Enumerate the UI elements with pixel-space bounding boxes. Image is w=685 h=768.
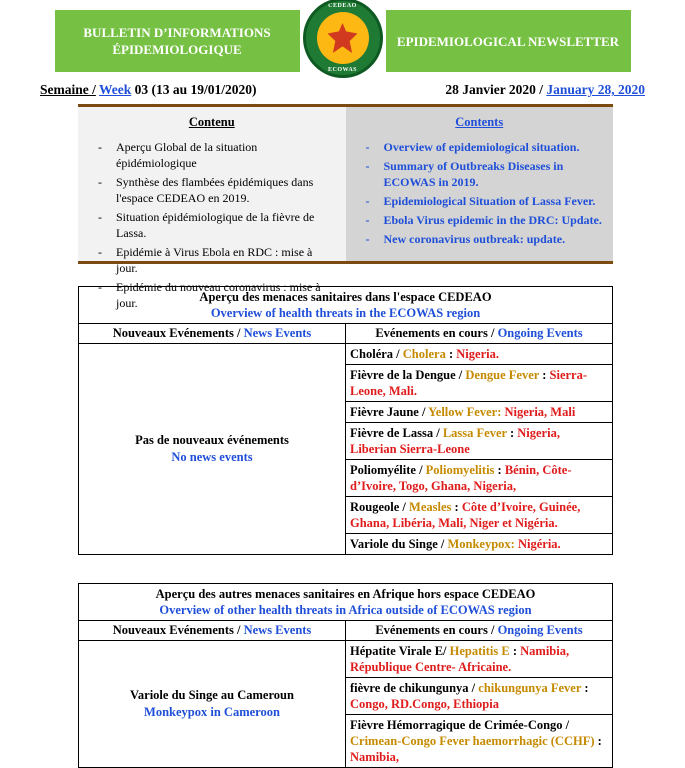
event-places: Nigeria, Liberian Sierra-Leone (350, 426, 560, 456)
table-row (346, 497, 613, 534)
event-fr: Fièvre de Lassa / (350, 426, 440, 440)
event-sep: : (597, 734, 602, 748)
table2-head-news-fr: Nouveaux Evénements / (112, 623, 241, 637)
event-en: Dengue Fever (465, 368, 540, 382)
event-places: Nigéria. (517, 537, 561, 551)
list-item: - Epidemiological Situation of Lassa Fever. (362, 193, 604, 209)
table-row (346, 365, 613, 402)
event-places: Namibia, (350, 750, 399, 764)
event-places: Nigeria, Mali (504, 405, 576, 419)
week-line (40, 82, 257, 98)
event-places: Nigeria. (456, 347, 499, 361)
event-en: Lassa Fever (442, 426, 507, 440)
list-item: - Situation épidémiologique de la fièvre de Lassa. (94, 209, 336, 241)
table2-head-news-en: News Events (243, 623, 312, 637)
contents-column-en (346, 107, 614, 261)
event-fr: Rougeole / (350, 500, 406, 514)
table2-head-events-en: Ongoing Events (497, 623, 583, 637)
date-en: January 28, 2020 (546, 82, 645, 97)
event-places: Congo, RD.Congo, Ethiopia (350, 697, 499, 711)
list-item: - Epidémie à Virus Ebola en RDC : mise à jour. (94, 244, 336, 276)
logo-top-label: CEDEAO (328, 3, 357, 9)
table-header-row (79, 324, 613, 344)
table2-news-cell (79, 641, 346, 768)
table-row (346, 641, 613, 678)
table2-title-fr: Aperçu des autres menaces sanitaires en Afrique hors espace CEDEAO (155, 587, 536, 601)
event-en: Measles (409, 500, 452, 514)
list-item: - Synthèse des flambées épidémiques dans l'espace CEDEAO en 2019. (94, 174, 336, 206)
list-item: - Aperçu Global de la situation épidémiologique (94, 139, 336, 171)
event-fr: Poliomyélite / (350, 463, 423, 477)
date-line (445, 82, 645, 98)
table1-news-fr: Pas de nouveaux événements (135, 433, 289, 447)
header-banner (22, 3, 663, 73)
dateline (40, 82, 645, 98)
table2-title-en: Overview of other health threats in Africa outside of ECOWAS region (159, 603, 532, 617)
week-label-en: Week (99, 82, 132, 97)
table-row (346, 534, 613, 555)
table1-head-events-fr: Evénements en cours / (375, 326, 495, 340)
event-en: Cholera (402, 347, 446, 361)
logo-bottom-label: ECOWAS (327, 67, 357, 73)
event-places: Côte d’Ivoire, Guinée, Ghana, Libéria, Mali, Niger et Nigéria. (350, 500, 581, 530)
table-header-row (79, 621, 613, 641)
event-sep: : (448, 347, 454, 361)
event-fr: Fièvre Jaune / (350, 405, 426, 419)
list-item: - Overview of epidemiological situation. (362, 139, 604, 155)
event-sep: : (454, 500, 459, 514)
event-fr: Fièvre de la Dengue / (350, 368, 463, 382)
event-en: Hepatitis E (449, 644, 510, 658)
table-row (346, 678, 613, 715)
contents-title-en: Contents (455, 115, 504, 129)
table-title-row (79, 584, 613, 621)
bird-icon (328, 23, 358, 53)
list-item: - Epidémie du nouveau coronavirus : mise à jour. (94, 279, 336, 311)
event-places: Namibia, République Centre- Africaine. (350, 644, 570, 674)
table-row (346, 460, 613, 497)
table-body-row (79, 344, 613, 365)
event-en: Poliomyelitis (425, 463, 495, 477)
table1-head-events-en: Ongoing Events (497, 326, 583, 340)
other-africa-threats-table-wrap (78, 583, 613, 768)
ecowas-threats-table-wrap (78, 286, 613, 555)
table1-title-en: Overview of health threats in the ECOWAS region (210, 306, 481, 320)
table-body-row (79, 641, 613, 678)
event-fr: Hépatite Virale E/ (350, 644, 447, 658)
event-places: Bénin, Côte-d’Ivoire, Togo, Ghana, Nigeria, (350, 463, 572, 493)
event-sep: : (509, 426, 515, 440)
table2-news-en: Monkeypox in Cameroon (144, 705, 280, 719)
list-item: - Summary of Outbreaks Diseases in ECOWAS in 2019. (362, 158, 604, 190)
event-fr: fièvre de chikungunya / (350, 681, 476, 695)
table1-head-news-en: News Events (243, 326, 312, 340)
newsletter-page (0, 3, 685, 764)
banner-title-en: EPIDEMIOLOGICAL NEWSLETTER (386, 10, 631, 72)
ecowas-threats-table (78, 286, 613, 555)
week-label-fr: Semaine / (40, 82, 96, 97)
table-row (346, 423, 613, 460)
table-row (346, 402, 613, 423)
week-value: 03 (13 au 19/01/2020) (134, 82, 257, 97)
table1-news-cell (79, 344, 346, 555)
event-sep: : (512, 644, 518, 658)
contents-title-fr: Contenu (188, 115, 235, 129)
table1-news-en: No news events (171, 450, 253, 464)
table2-news-fr: Variole du Singe au Cameroun (130, 688, 294, 702)
contents-list-en (352, 139, 608, 247)
event-sep: : (497, 463, 502, 477)
table1-title-fr: Aperçu des menaces sanitaires dans l'espace CEDEAO (199, 290, 492, 304)
contents-list-fr (84, 139, 340, 311)
event-en: Yellow Fever: (428, 405, 502, 419)
event-fr: Choléra / (350, 347, 400, 361)
table1-head-news-fr: Nouveaux Evénements / (112, 326, 241, 340)
event-sep: : (542, 368, 547, 382)
table2-head-events-fr: Evénements en cours / (375, 623, 495, 637)
ecowas-logo (300, 3, 386, 73)
event-en: Crimean-Congo Fever haemorrhagic (CCHF) (350, 734, 595, 748)
event-places: Sierra-Leone, Mali. (350, 368, 587, 398)
event-en: Monkeypox: (447, 537, 515, 551)
date-fr: 28 Janvier 2020 / (445, 82, 543, 97)
event-fr: Variole du Singe / (350, 537, 445, 551)
banner-title-fr: BULLETIN D’INFORMATIONS ÉPIDEMIOLOGIQUE (55, 10, 300, 72)
list-item: - Ebola Virus epidemic in the DRC: Update. (362, 212, 604, 228)
event-fr: Fièvre Hémorragique de Crimée-Congo / (350, 718, 570, 732)
event-sep: : (584, 681, 589, 695)
table-row (346, 715, 613, 768)
other-africa-threats-table (78, 583, 613, 768)
list-item: - New coronavirus outbreak: update. (362, 231, 604, 247)
event-en: chikungunya Fever (478, 681, 582, 695)
table-row (346, 344, 613, 365)
